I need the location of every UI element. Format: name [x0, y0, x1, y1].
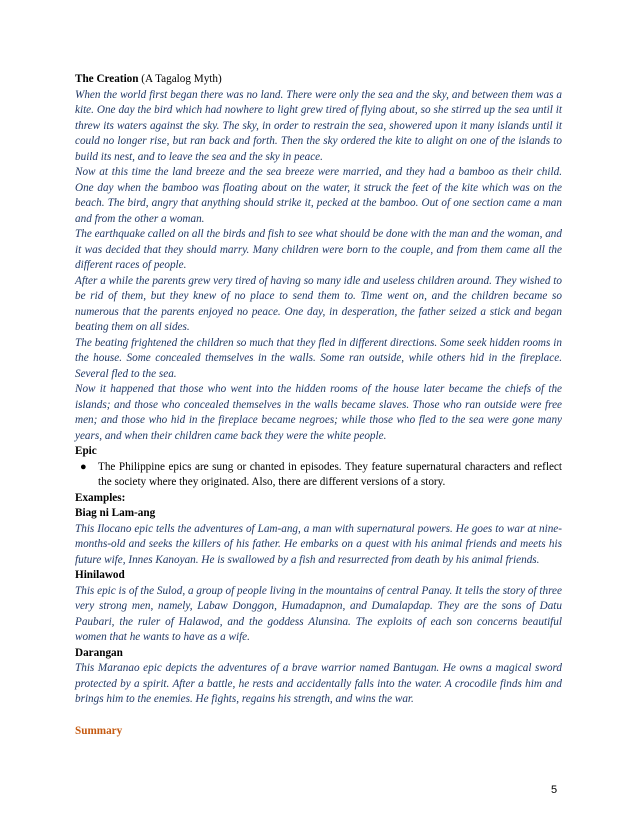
epic-bullet-text: The Philippine epics are sung or chanted in episodes. They feature supernatural characters and reflect the society where they originated. Also, there are different versions of a story. — [98, 460, 562, 488]
creation-paragraph: The earthquake called on all the birds and fish to see what should be done with the man and the woman, and it was decided that they should marry. Many children were born to the couple, and from them came all the different races of people. — [75, 228, 562, 271]
page-number: 5 — [551, 784, 558, 796]
example-title: Darangan — [75, 646, 123, 659]
creation-title: The Creation — [75, 73, 139, 85]
creation-paragraph: Now it happened that those who went into the hidden rooms of the house later became the chiefs of the islands; and those who concealed themselves in the walls became slaves. Those who ran outside were free men; and those who hid in the fireplace became negroes; while those who fled to the sea were gone many years, and when their children came back they were the white people. — [75, 383, 562, 442]
epic-bullet-list — [75, 460, 562, 491]
bullet-icon: ● — [80, 460, 87, 473]
summary-heading: Summary — [75, 724, 123, 737]
examples-heading: Examples: — [75, 491, 126, 504]
example-title: Hinilawod — [75, 569, 125, 581]
creation-subtitle: (A Tagalog Myth) — [141, 73, 222, 85]
creation-paragraph: The beating frightened the children so much that they fled in different directions. Some seek hidden rooms in the house. Some concealed themselves in the walls. Some ran outside, while others hid in the fireplace. Several fled to the sea. — [75, 336, 562, 380]
creation-paragraph: Now at this time the land breeze and the sea breeze were married, and they had a bamboo as their child. One day when the bamboo was floating about on the water, it struck the feet of the kite which was on the beach. The bird, angry that anything should strike it, pecked at the bamboo. Out of one section came a man and from the other a woman. — [75, 166, 562, 225]
example-title: Biag ni Lam-ang — [75, 507, 156, 519]
creation-paragraph: After a while the parents grew very tired of having so many idle and useless children around. They wished to be rid of them, but they knew of no place to send them to. Time went on, and the children became so numerous that the parents enjoyed no peace. One day, in desperation, the father seized a stick and began beating them on all sides. — [75, 274, 562, 333]
creation-paragraph: When the world first began there was no land. There were only the sea and the sky, and between them was a kite. One day the bird which had nowhere to light grew tired of flying about, so she stirred up the sea until it threw its waters against the sky. The sky, in order to restrain the sea, showered upon it many islands until it could no longer rise, but ran back and forth. Then the sky ordered the kite to alight on one of the islands to build its nest, and to leave the sea and the sky in peace. — [75, 88, 562, 163]
example-text: This Maranao epic depicts the adventures of a brave warrior named Bantugan. He owns a magical sword protected by a spirit. After a battle, he rests and accidentally falls into the water. A crocodile finds him and brings him to the enemies. He fights, regains his strength, and wins the war. — [75, 662, 562, 705]
page-content — [75, 72, 562, 739]
creation-title-line — [75, 72, 562, 88]
epic-bullet-item — [75, 460, 562, 491]
example-text: This Ilocano epic tells the adventures of Lam-ang, a man with supernatural powers. He goes to war at nine-months-old and seeks the killers of his father. He embarks on a quest with his animal friends and meets his future wife, Innes Kanoyan. He is swallowed by a fish and resurrected from death by his animal friends. — [75, 522, 562, 566]
epic-heading: Epic — [75, 445, 97, 457]
example-text: This epic is of the Sulod, a group of people living in the mountains of central Panay. It tells the story of three very strong men, namely, Labaw Donggon, Humadapnon, and Dumalapdap. They are the sons of Datu Paubari, the ruler of Halawod, and the goddess Alunsina. The exploits of each son concerns beautiful women that he wants to have as a wife. — [75, 584, 562, 643]
